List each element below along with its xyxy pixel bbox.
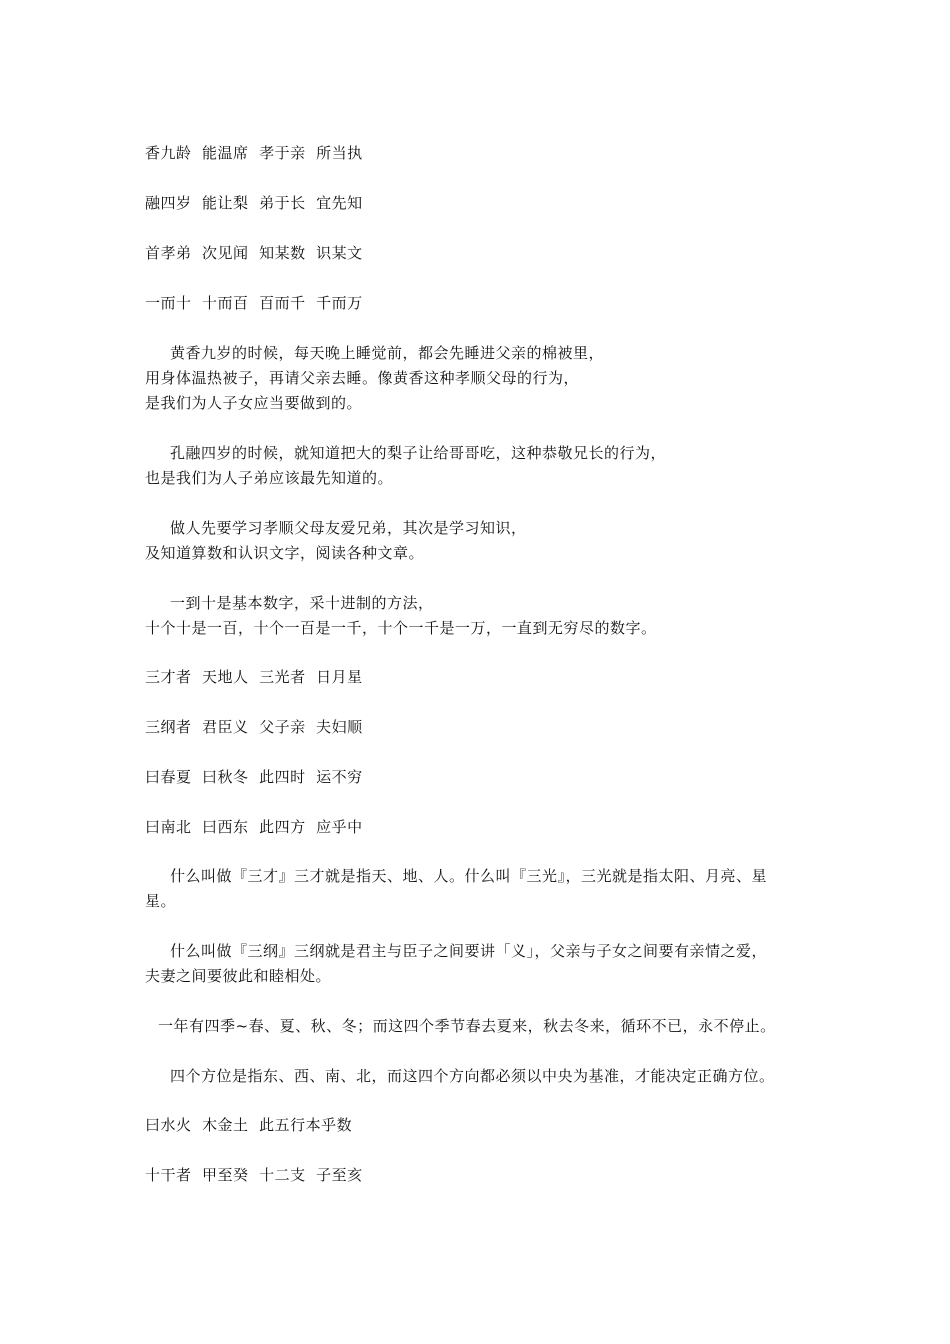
verse-line: 首孝弟 次见闻 知某数 识某文 [145,244,363,262]
explanation-line: 黄香九岁的时候，每天晚上睡觉前，都会先睡进父亲的棉被里， [170,344,605,362]
explanation-line: 孔融四岁的时候，就知道把大的梨子让给哥哥吃，这种恭敬兄长的行为， [170,444,667,462]
explanation-line: 星。 [145,892,177,910]
verse-line: 曰南北 曰西东 此四方 应乎中 [145,818,363,836]
verse-line: 三才者 天地人 三光者 日月星 [145,668,363,686]
explanation-line: 一到十是基本数字，采十进制的方法， [170,594,434,612]
explanation-line: 是我们为人子女应当要做到的。 [145,394,363,412]
explanation-line: 什么叫做『三纲』三纲就是君主与臣子之间要讲「义」，父亲与子女之间要有亲情之爱， [170,942,768,960]
verse-line: 融四岁 能让梨 弟于长 宜先知 [145,194,363,212]
verse-line: 香九龄 能温席 孝于亲 所当执 [145,144,363,162]
explanation-line: 一年有四季~春、夏、秋、冬；而这四个季节春去夏来，秋去冬来，循环不已，永不停止。 [158,1017,776,1035]
explanation-line: 也是我们为人子弟应该最先知道的。 [145,469,394,487]
explanation-line: 夫妻之间要彼此和睦相处。 [145,967,332,985]
explanation-line: 十个十是一百，十个一百是一千，十个一千是一万，一直到无穷尽的数字。 [145,619,657,637]
verse-line: 十干者 甲至癸 十二支 子至亥 [145,1166,363,1184]
verse-line: 曰水火 木金土 此五行本乎数 [145,1116,353,1134]
explanation-line: 四个方位是指东、西、南、北，而这四个方向都必须以中央为基准，才能决定正确方位。 [170,1067,775,1085]
verse-line: 三纲者 君臣义 父子亲 夫妇顺 [145,718,363,736]
explanation-line: 做人先要学习孝顺父母友爱兄弟，其次是学习知识， [170,519,527,537]
explanation-line: 及知道算数和认识文字，阅读各种文章。 [145,544,425,562]
explanation-line: 用身体温热被子，再请父亲去睡。像黄香这种孝顺父母的行为， [145,369,580,387]
verse-line: 曰春夏 曰秋冬 此四时 运不穷 [145,768,363,786]
explanation-line: 什么叫做『三才』三才就是指天、地、人。什么叫『三光』，三光就是指太阳、月亮、星 [170,867,768,885]
verse-line: 一而十 十而百 百而千 千而万 [145,294,363,312]
